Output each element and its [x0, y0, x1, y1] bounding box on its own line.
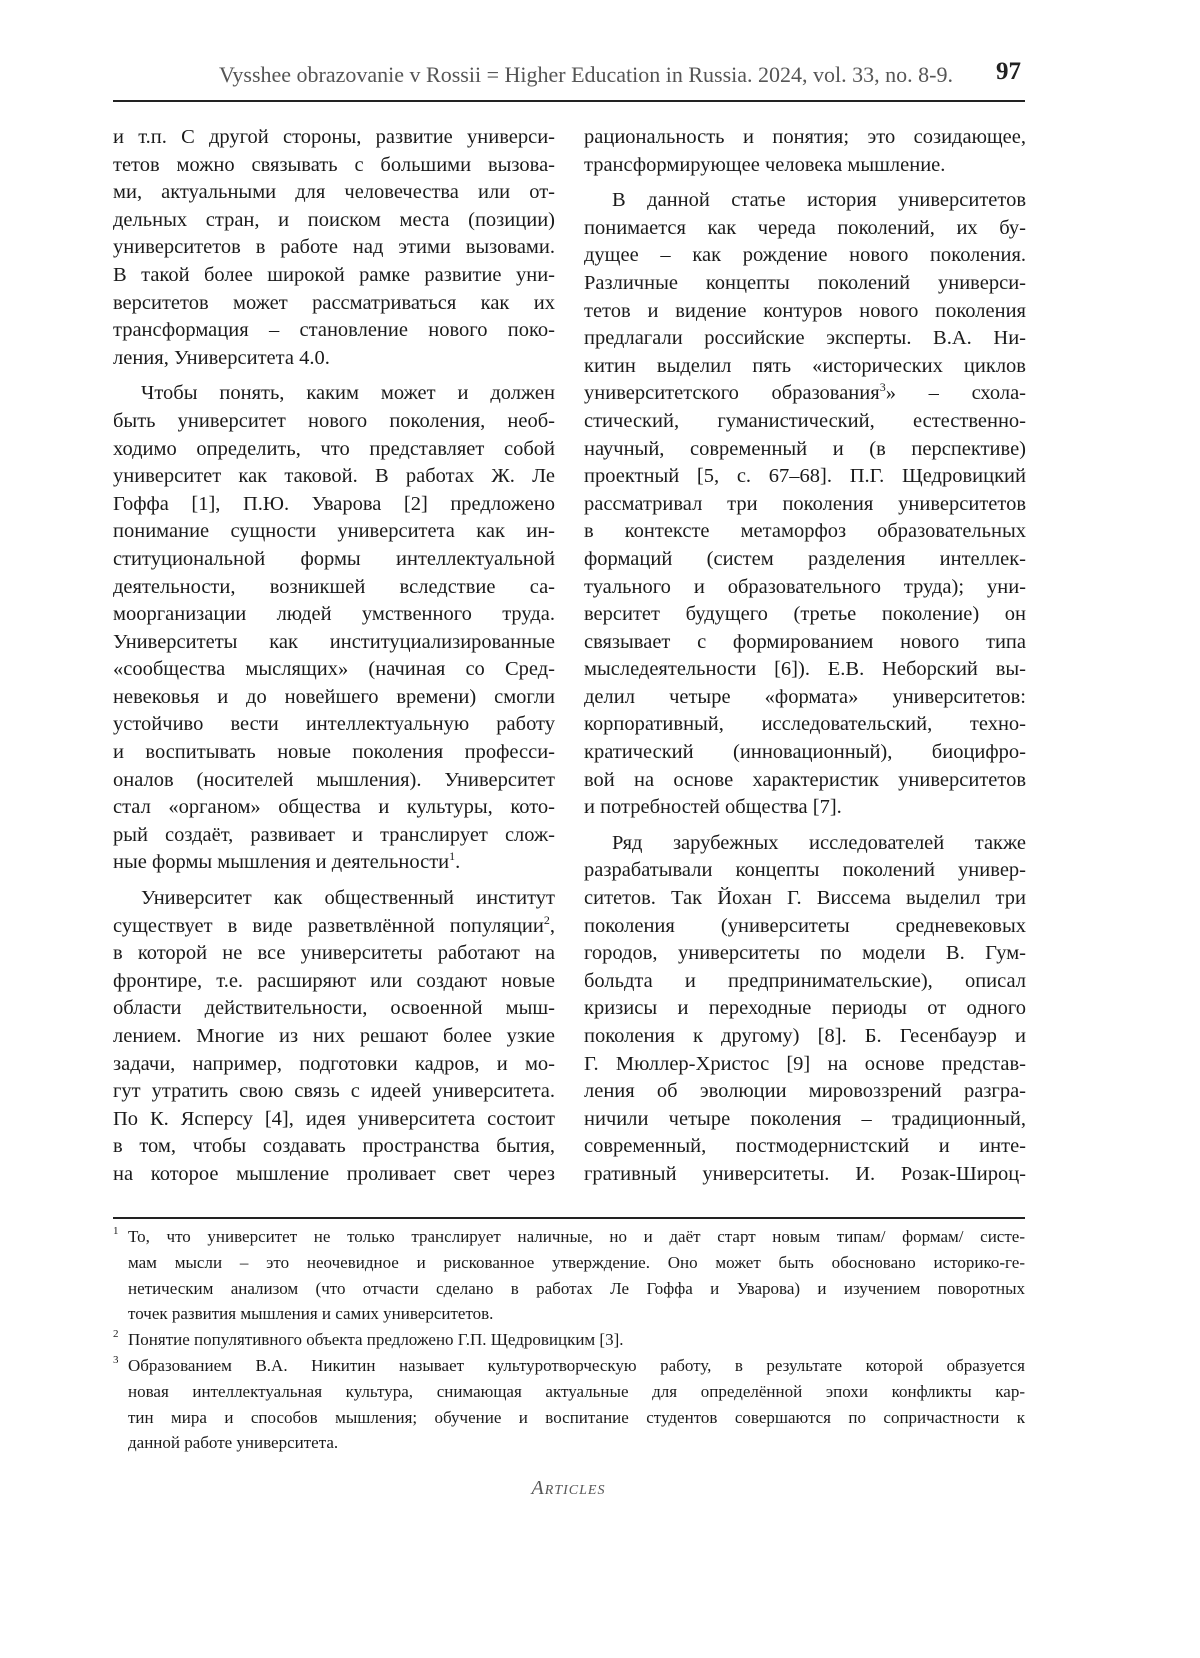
text-line: и потребностей общества [7]. [584, 796, 842, 819]
footnote-ref: 1 [449, 849, 456, 864]
line-text: университетского образования [584, 382, 880, 405]
text-line: ления, Университета 4.0. [113, 346, 330, 369]
text-line: Университет как общественный институт [141, 887, 555, 910]
text-line: китин выделил пять «исторических циклов [584, 354, 1026, 377]
text-line: дущее – как рождение нового поколения. [584, 244, 1026, 267]
text-line: точек развития мышления и самих университетов. [128, 1304, 494, 1324]
text-line: верситет будущего (третье поколение) он [584, 603, 1026, 626]
text-line: гративный университеты. И. Розак-Широц- [584, 1162, 1026, 1185]
footnote [113, 1224, 1025, 1327]
text-line: научный, современный и (в перспективе) [584, 437, 1026, 460]
text-line: трансформация – становление нового поко- [113, 319, 555, 342]
footnote-ref: 2 [543, 912, 550, 927]
text-line: туального и образовательного труда); уни- [584, 575, 1026, 598]
text-line: деятельности, возникшей вследствие са- [113, 575, 555, 598]
text-line: Ряд зарубежных исследователей также [612, 831, 1026, 854]
text-line: понимается как череда поколений, их бу- [584, 216, 1026, 239]
text-line: рассматривал три поколения университетов [584, 492, 1026, 515]
text-line: То, что университет не только транслирует наличные, но и даёт старт новым типам/ формам/ систе- [128, 1227, 1025, 1246]
text-line: делил четыре «формата» университетов: [584, 685, 1026, 708]
text-line: «сообщества мыслящих» (начиная со Сред- [113, 658, 555, 681]
text-line: Чтобы понять, каким может и должен [141, 382, 555, 405]
text-line: и воспитывать новые поколения професси- [113, 741, 555, 764]
text-line: городов, университеты по модели В. Гум- [584, 942, 1026, 965]
text-line: Понятие популятивного объекта предложено Г.П. Щедровицким [3]. [128, 1330, 624, 1350]
text-line: тин мира и способов мышления; обучение и воспитание студентов совершаются по сопричастности к [128, 1407, 1025, 1427]
text-line: поколения (университеты средневековых [584, 914, 1026, 937]
text-line: гут утратить свою связь с идеей университета. [113, 1080, 555, 1103]
paragraph [113, 124, 555, 372]
text-line: Образованием В.А. Никитин называет культуротворческую работу, в результате которой образуется [128, 1355, 1025, 1375]
left-column [113, 124, 555, 1197]
text-line: стал «органом» общества и культуры, кото- [113, 796, 555, 819]
line-text: » – схола- [885, 382, 1026, 405]
text-line: формаций (систем разделения интеллек- [584, 547, 1026, 570]
text-line: разрабатывали концепты поколений универ- [584, 859, 1026, 882]
text-line: данной работе университета. [128, 1433, 339, 1453]
text-line: Гоффа [1], П.Ю. Уварова [2] предложено [113, 492, 555, 515]
running-header [113, 58, 1025, 102]
text-line: устойчиво вести интеллектуальную работу [113, 713, 555, 736]
text-line: ституциональной формы интеллектуальной [113, 547, 555, 570]
text-line: в том, чтобы создавать пространства бытия, [113, 1135, 555, 1158]
text-line: По К. Ясперсу [4], идея университета состоит [113, 1107, 555, 1130]
paragraph [584, 830, 1026, 1189]
text-line: фронтире, т.е. расширяют или создают новые [113, 969, 555, 992]
text-line: в контексте метаморфоз образовательных [584, 520, 1026, 543]
text-line: больдта и предпринимательские), описал [584, 969, 1026, 992]
line-text: . [455, 851, 461, 874]
right-column [584, 124, 1026, 1197]
text-line: вой на основе характеристик университетов [584, 768, 1026, 791]
text-line: стический, гуманистический, естественно- [584, 409, 1026, 432]
text-line: кризисы и переходные периоды от одного [584, 997, 1026, 1020]
text-line: кратический (инновационный), биоцифро- [584, 741, 1026, 764]
footnote-ref: 3 [879, 380, 886, 395]
section-footer: Articles [531, 1477, 606, 1499]
text-line: мам мысли – это неочевидное и рискованное утверждение. Оно может быть обосновано историко-ге- [128, 1252, 1025, 1272]
footnote [113, 1327, 1025, 1353]
text-line: ничили четыре поколения – традиционный, [584, 1107, 1026, 1130]
text-line [113, 913, 555, 941]
text-line [113, 849, 555, 877]
text-line: лением. Многие из них решают более узкие [113, 1025, 555, 1047]
text-line: университетов в работе над этими вызовами. [113, 236, 555, 259]
text-line: ситетов. Так Йохан Г. Виссема выделил три [584, 887, 1026, 910]
line-text: , [549, 914, 555, 937]
text-line: ления об эволюции мировоззрений разгра- [584, 1080, 1026, 1103]
text-line: Г. Мюллер-Христос [9] на основе представ- [584, 1052, 1026, 1075]
footnote-number: 2 [113, 1328, 119, 1341]
text-line: в которой не все университеты работают на [113, 942, 555, 965]
text-line: быть университет нового поколения, необ- [113, 409, 555, 432]
text-line: корпоративный, исследовательский, техно- [584, 713, 1026, 736]
text-line: оналов (носителей мышления). Университет [113, 768, 555, 791]
paragraph [584, 124, 1026, 179]
footnote [113, 1353, 1025, 1456]
text-line: В такой более широкой рамке развитие уни- [113, 263, 555, 286]
text-line: рый создаёт, развивает и транслирует слож- [113, 823, 555, 846]
text-line: моорганизации людей умственного труда. [113, 603, 555, 626]
text-line: Различные концепты поколений универси- [584, 271, 1026, 294]
text-line: дельных стран, и поиском места (позиции) [113, 208, 555, 231]
footnote-number: 1 [113, 1225, 119, 1237]
text-line: понимание сущности университета как ин- [113, 520, 555, 543]
text-line: современный, постмодернистский и инте- [584, 1135, 1026, 1158]
text-line: области действительности, освоенной мыш- [113, 997, 555, 1020]
text-line: поколения к другому) [8]. Б. Гесенбауэр и [584, 1025, 1026, 1047]
line-text: существует в виде разветвлённой популяции [113, 914, 544, 937]
text-line: верситетов может рассматриваться как их [113, 291, 555, 314]
text-line: проектный [5, с. 67–68]. П.Г. Щедровицкий [584, 465, 1026, 488]
journal-title: Vysshee obrazovanie v Rossii = Higher Education in Russia. 2024, vol. 33, no. 8-9. [218, 62, 953, 87]
text-line: ходимо определить, что представляет собой [113, 437, 555, 460]
text-line: рациональность и понятия; это созидающее, [584, 126, 1026, 148]
paragraph [113, 380, 555, 877]
paragraph [584, 187, 1026, 822]
text-line: связывает с формированием нового типа [584, 630, 1026, 653]
text-line [584, 380, 1026, 408]
text-line: новая интеллектуальная культура, снимающая актуальные для определённой эпохи конфликты кар- [128, 1381, 1025, 1401]
page-number: 97 [996, 58, 1021, 85]
text-line: задачи, например, подготовки кадров, и мо- [113, 1052, 555, 1075]
paragraph [113, 885, 555, 1189]
footnotes [113, 1224, 1025, 1456]
text-line: мыследеятельности [6]). Е.В. Неборский вы- [584, 658, 1026, 681]
text-line: нетическим анализом (что отчасти сделано в работах Ле Гоффа и Уварова) и изучением поворотных [128, 1278, 1025, 1298]
footnote-number: 3 [113, 1353, 119, 1366]
text-line: и т.п. С другой стороны, развитие универси- [113, 126, 555, 148]
text-line: трансформирующее человека мышление. [584, 153, 946, 176]
text-line: Университеты как институциализированные [113, 630, 555, 653]
text-line: тетов и видение контуров нового поколения [584, 299, 1026, 322]
text-line: тетов можно связывать с большими вызова- [113, 153, 555, 176]
text-line: на которое мышление проливает свет через [113, 1162, 555, 1185]
text-line: невековья и до новейшего времени) смогли [113, 685, 555, 708]
text-line: ми, актуальными для человечества или от- [113, 181, 555, 204]
footnote-divider [113, 1217, 1025, 1219]
line-text: ные формы мышления и деятельности [113, 851, 450, 874]
text-line: предлагали российские эксперты. В.А. Ни- [584, 327, 1026, 350]
text-line: В данной статье история университетов [612, 189, 1026, 212]
text-line: университет как таковой. В работах Ж. Ле [113, 465, 555, 488]
